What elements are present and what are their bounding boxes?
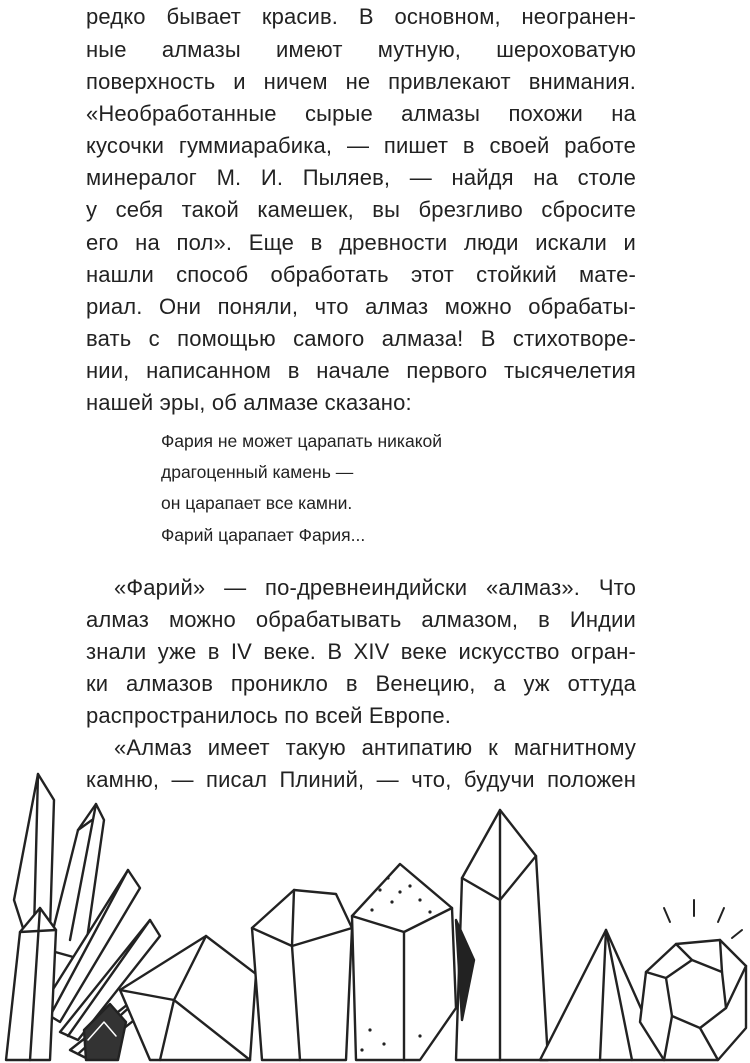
paragraph-3-line: «Алмаз имеет такую антипатию к магнитному: [114, 735, 636, 760]
paragraph-1-line: нашей эры, об алмазе сказано:: [86, 390, 412, 415]
paragraph-2-line: «Фарий» — по-древнеиндийски «алмаз». Что: [114, 575, 636, 600]
paragraph-1-line: риал. Они поняли, что алмаз можно обрабаты-: [86, 294, 636, 319]
paragraph-1-line: нашли способ обработать этот стойкий мате-: [86, 262, 636, 287]
paragraph-1-line: нии, написанном в начале первого тысячелетия: [86, 358, 636, 383]
sparkle-icon: [664, 900, 742, 938]
paragraph-3-line: камню, — писал Плиний, — что, будучи положен: [86, 767, 636, 792]
paragraph-1-line: его на пол». Еще в древности люди искали и: [86, 230, 636, 255]
paragraph-1-line: кусочки гуммиарабика, — пишет в своей работе: [86, 133, 636, 158]
paragraph-2-line: алмаз можно обрабатывать алмазом, в Индии: [86, 607, 636, 632]
round-gem-icon: [640, 940, 746, 1060]
paragraph-2-line: знали уже в IV веке. В XIV веке искусство огран-: [86, 639, 636, 664]
paragraph-1-line: вать с помощью самого алмаза! В стихотворе-: [86, 326, 636, 351]
paragraph-1-line: поверхность и ничем не привлекают внимания.: [86, 69, 636, 94]
paragraph-1-line: минералог М. И. Пыляев, — найдя на столе: [86, 165, 636, 190]
poem-line: Фария не может царапать никакой: [161, 431, 443, 451]
rough-stone-icon: [352, 864, 456, 1060]
paragraph-2-line: распространилось по всей Европе.: [86, 703, 451, 728]
crystal-illustration: [0, 760, 750, 1063]
paragraph-1-line: «Необработанные сырые алмазы похожи на: [86, 101, 636, 126]
poem-line: он царапает все камни.: [161, 493, 353, 513]
crystal-icon: [456, 810, 548, 1060]
gem-icon: [252, 890, 352, 1060]
paragraph-1-line: у себя такой камешек, вы брезгливо сбросите: [86, 197, 636, 222]
paragraph-1-line: ные алмазы имеют мутную, шероховатую: [86, 37, 636, 62]
poem-line: Фарий царапает Фария...: [161, 525, 366, 545]
paragraph-1-line: редко бывает красив. В основном, неогранен-: [86, 4, 636, 29]
crystal-icon: [6, 908, 56, 1060]
paragraph-2-line: ки алмазов проникло в Венецию, а уж оттуда: [86, 671, 636, 696]
poem-line: драгоценный камень —: [161, 462, 354, 482]
